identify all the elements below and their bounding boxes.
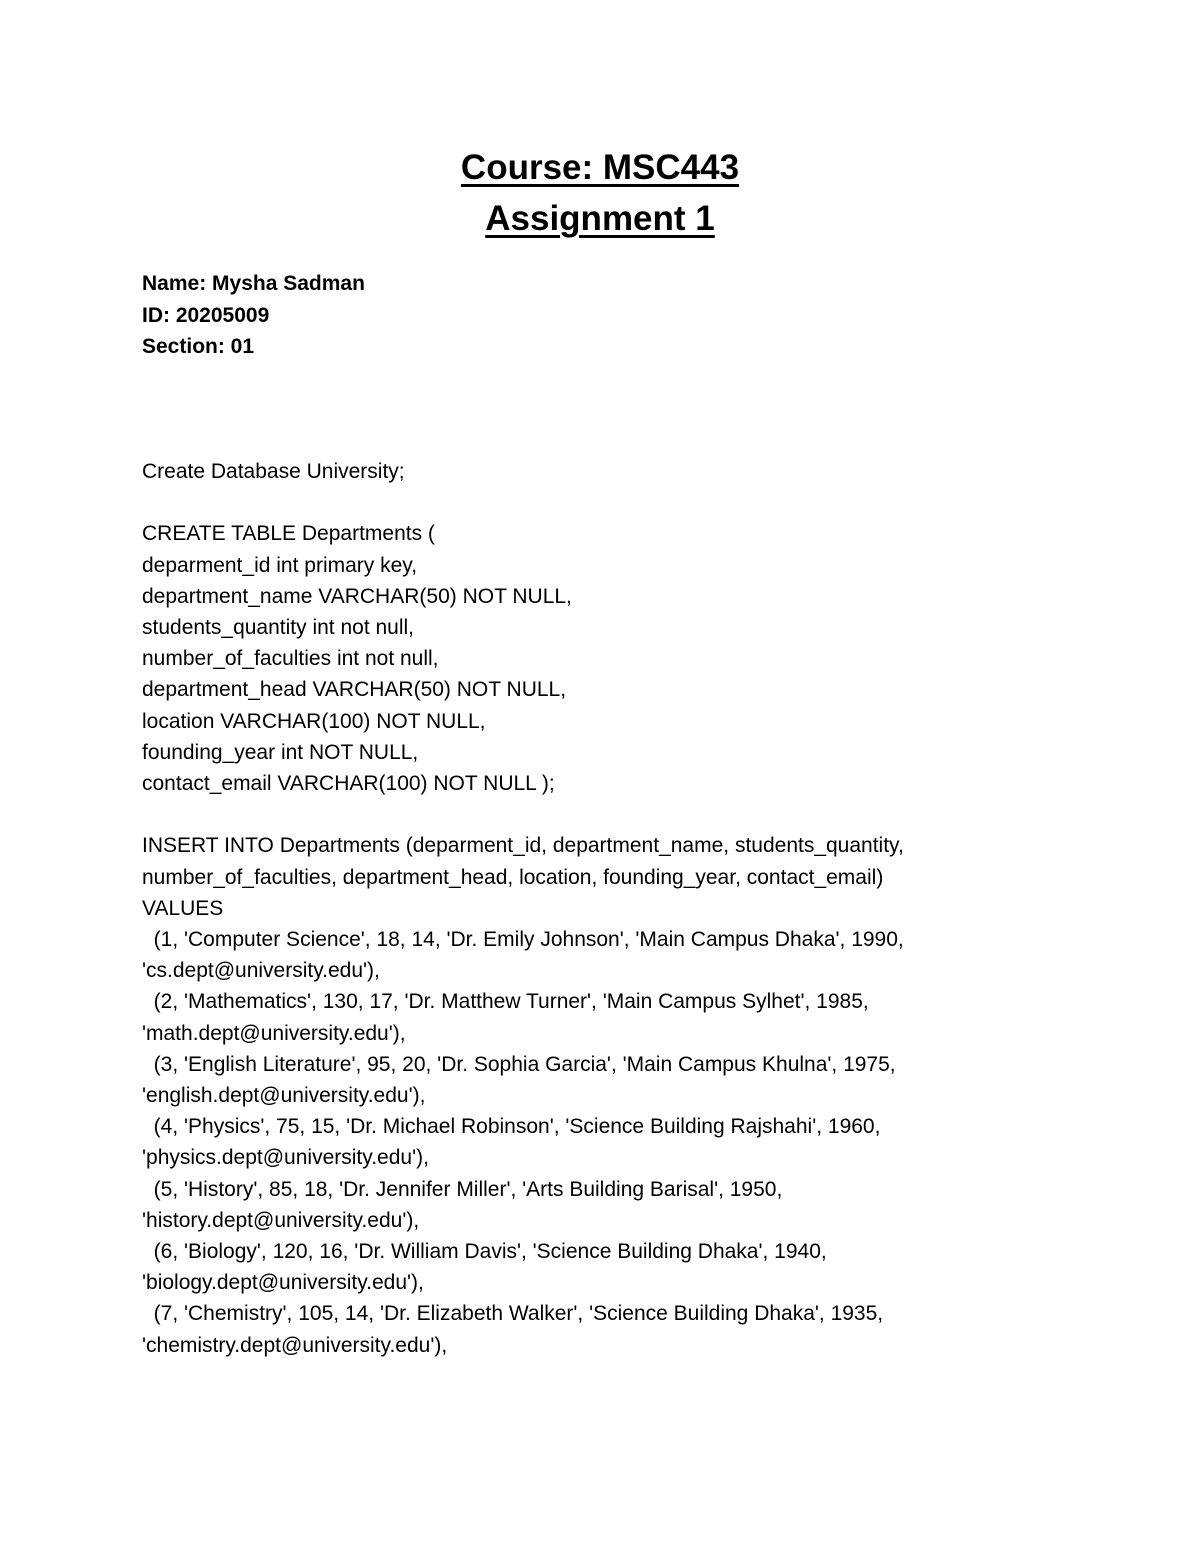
sql-line: students_quantity int not null, [142,616,415,639]
sql-line: (2, 'Mathematics', 130, 17, 'Dr. Matthew Turner', 'Main Campus Sylhet', 1985, [142,990,869,1014]
sql-line: number_of_faculties int not null, [142,647,439,671]
sql-line: (3, 'English Literature', 95, 20, 'Dr. Sophia Garcia', 'Main Campus Khulna', 1975, [142,1052,896,1076]
sql-line: location VARCHAR(100) NOT NULL, [142,709,486,733]
sql-line: CREATE TABLE Departments ( [142,522,435,546]
student-name: Name: Mysha Sadman [142,272,365,295]
sql-line: 'english.dept@university.edu'), [142,1084,426,1108]
sql-line: (7, 'Chemistry', 105, 14, 'Dr. Elizabeth Walker', 'Science Building Dhaka', 1935, [142,1302,884,1326]
sql-line: 'math.dept@university.edu'), [142,1021,406,1045]
sql-line: department_name VARCHAR(50) NOT NULL, [142,584,572,608]
assignment-title: Assignment 1 [485,199,715,238]
sql-line: 'cs.dept@university.edu'), [142,959,380,983]
sql-line: (5, 'History', 85, 18, 'Dr. Jennifer Miller', 'Arts Building Barisal', 1950, [142,1177,783,1201]
student-info [142,268,365,363]
sql-line: 'history.dept@university.edu'), [142,1208,420,1232]
student-section: Section: 01 [142,335,255,358]
sql-line: (4, 'Physics', 75, 15, 'Dr. Michael Robinson', 'Science Building Rajshahi', 1960, [142,1115,881,1139]
sql-line: number_of_faculties, department_head, location, founding_year, contact_email) [142,865,884,889]
sql-line: deparment_id int primary key, [142,553,418,577]
course-title: Course: MSC443 [460,148,740,187]
sql-line: 'physics.dept@university.edu'), [142,1146,429,1170]
title-block [0,142,1200,244]
blank-line [142,487,1062,518]
sql-line: (6, 'Biology', 120, 16, 'Dr. William Davis', 'Science Building Dhaka', 1940, [142,1240,827,1264]
blank-line [142,799,1062,830]
sql-line: (1, 'Computer Science', 18, 14, 'Dr. Emily Johnson', 'Main Campus Dhaka', 1990, [142,928,904,952]
sql-line: 'biology.dept@university.edu'), [142,1271,424,1295]
student-id: ID: 20205009 [142,303,270,327]
sql-line: department_head VARCHAR(50) NOT NULL, [142,678,567,702]
sql-line: contact_email VARCHAR(100) NOT NULL ); [142,772,555,796]
sql-line: 'chemistry.dept@university.edu'), [142,1333,448,1357]
sql-line: VALUES [142,896,224,920]
sql-body [142,456,1062,1361]
sql-line: INSERT INTO Departments (deparment_id, department_name, students_quantity, [142,834,904,858]
sql-line: Create Database University; [142,460,405,483]
sql-line: founding_year int NOT NULL, [142,740,419,764]
